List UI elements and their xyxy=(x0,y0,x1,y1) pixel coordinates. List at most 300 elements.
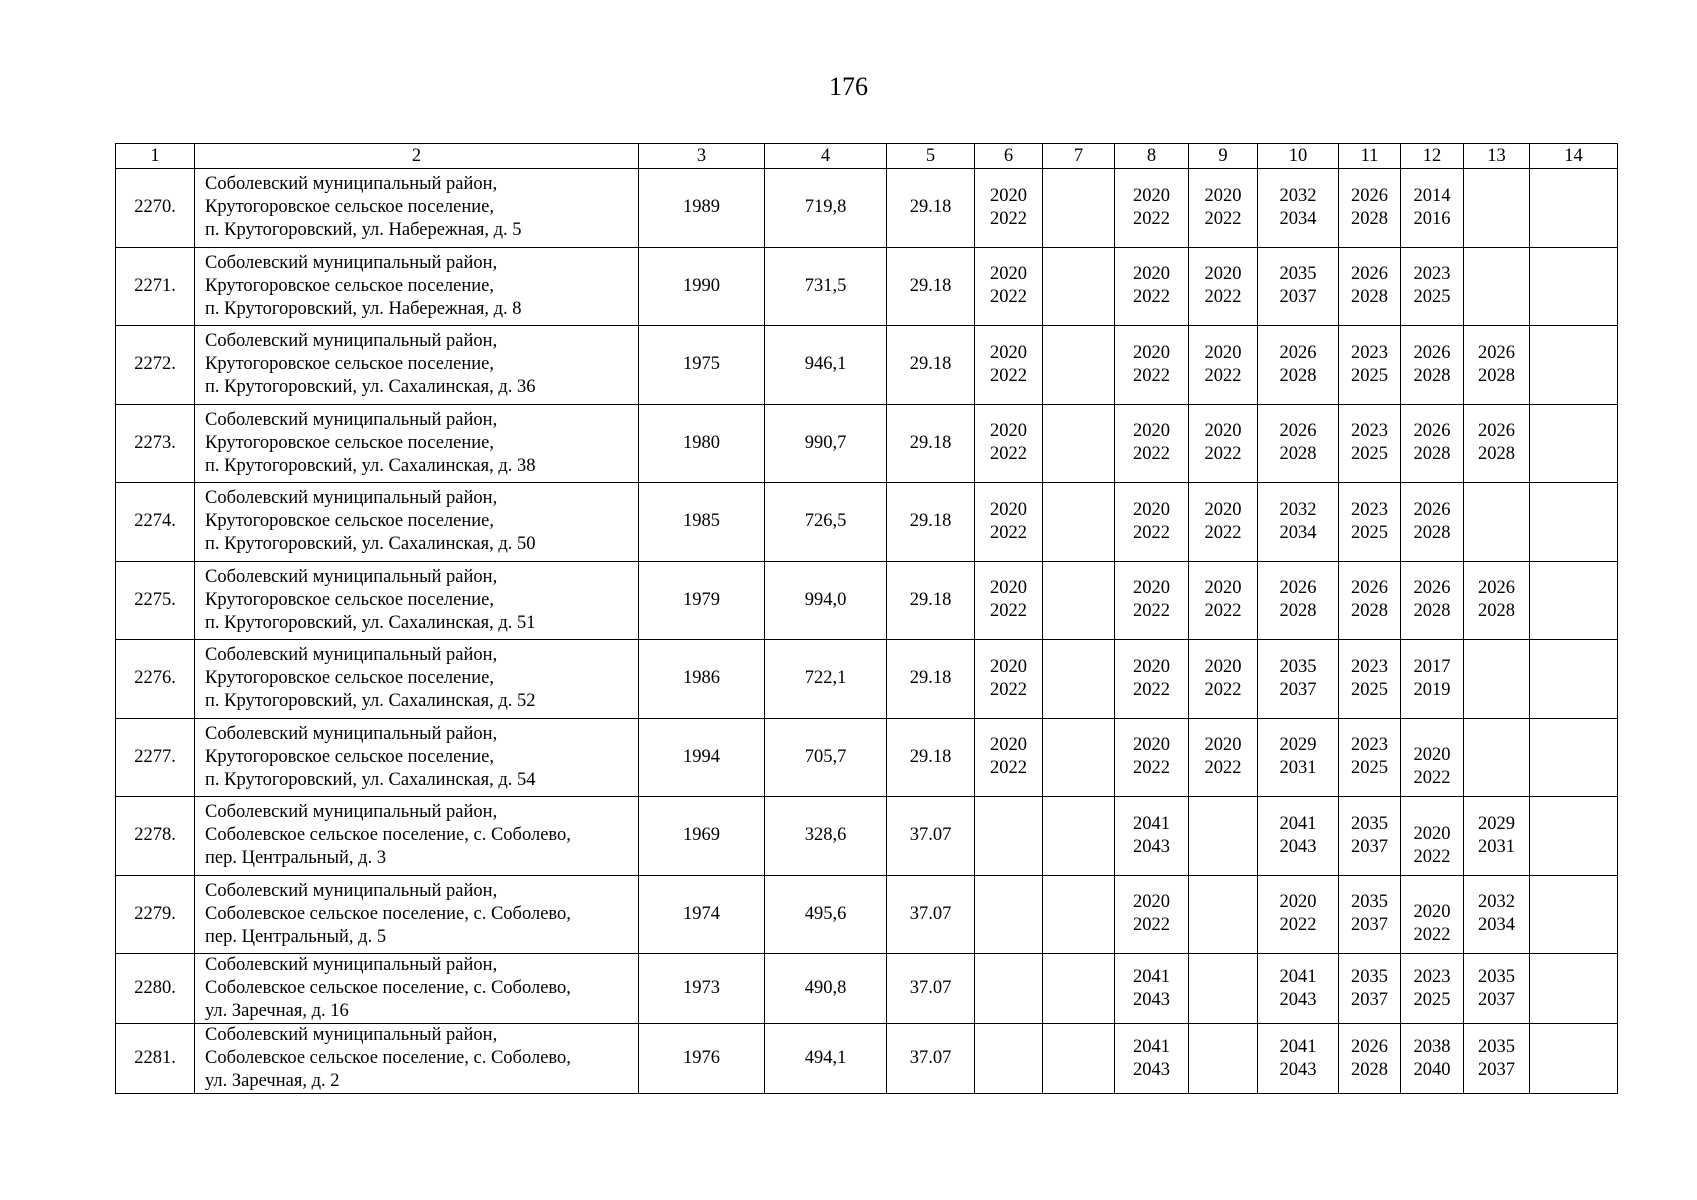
year-range-cell-13 xyxy=(1464,326,1530,405)
year-value: 2032 xyxy=(1279,499,1317,520)
table-row xyxy=(116,483,1618,562)
value-cell-5: 29.18 xyxy=(887,483,975,562)
year-value: 2038 xyxy=(1413,1036,1451,1057)
row-number-cell: 2281. xyxy=(116,1024,195,1094)
value-cell-5: 37.07 xyxy=(887,1024,975,1094)
address-cell xyxy=(195,1024,639,1094)
address-line: Соболевское сельское поселение, с. Соболево, xyxy=(205,1048,571,1068)
year-range-cell-12 xyxy=(1401,718,1464,797)
value-cell-4: 722,1 xyxy=(765,640,887,719)
year-range-cell-6 xyxy=(975,561,1043,640)
year-range-cell-12 xyxy=(1401,640,1464,719)
year-value: 2020 xyxy=(1204,342,1242,363)
year-value: 2034 xyxy=(1279,522,1317,543)
year-range-cell-11 xyxy=(1339,1024,1401,1094)
year-range-cell-14 xyxy=(1530,1024,1618,1094)
year-value: 2035 xyxy=(1351,813,1388,834)
year-range-cell-14 xyxy=(1530,169,1618,248)
value-cell-3: 1989 xyxy=(639,169,765,248)
year-range-cell-11 xyxy=(1339,169,1401,248)
year-value: 2022 xyxy=(1413,925,1451,946)
year-value: 2028 xyxy=(1351,1059,1388,1080)
year-value: 2026 xyxy=(1351,1036,1388,1057)
year-value: 2020 xyxy=(1413,745,1451,766)
year-range-cell-7 xyxy=(1043,247,1115,326)
value-cell-5: 29.18 xyxy=(887,718,975,797)
value-cell-4: 495,6 xyxy=(765,875,887,954)
year-value: 2020 xyxy=(1204,185,1242,206)
year-range-cell-13 xyxy=(1464,1024,1530,1094)
year-value: 2028 xyxy=(1351,208,1388,229)
value-cell-5: 29.18 xyxy=(887,326,975,405)
year-range-cell-12 xyxy=(1401,875,1464,954)
year-value: 2026 xyxy=(1279,342,1317,363)
year-value: 2028 xyxy=(1279,601,1317,622)
year-value: 2014 xyxy=(1413,185,1451,206)
address-line: Соболевский муниципальный район, xyxy=(205,409,498,430)
year-value: 2028 xyxy=(1478,365,1515,386)
value-cell-4: 494,1 xyxy=(765,1024,887,1094)
year-value: 2032 xyxy=(1478,892,1515,913)
year-value: 2037 xyxy=(1279,679,1317,700)
year-value: 2037 xyxy=(1351,989,1388,1010)
year-value: 2023 xyxy=(1351,499,1388,520)
address-line: Соболевский муниципальный район, xyxy=(205,723,498,744)
year-value: 2034 xyxy=(1279,208,1317,229)
year-value: 2022 xyxy=(1204,601,1242,622)
year-value: 2025 xyxy=(1351,365,1388,386)
year-range-cell-13 xyxy=(1464,797,1530,876)
year-range-cell-9 xyxy=(1189,483,1258,562)
year-value: 2022 xyxy=(990,208,1027,229)
year-range-cell-7 xyxy=(1043,169,1115,248)
row-number-cell: 2280. xyxy=(116,954,195,1024)
table-body xyxy=(116,169,1618,1094)
year-value: 2020 xyxy=(1133,578,1170,599)
value-cell-4: 946,1 xyxy=(765,326,887,405)
year-range-cell-9 xyxy=(1189,954,1258,1024)
year-range-cell-6 xyxy=(975,640,1043,719)
year-range-cell-9 xyxy=(1189,326,1258,405)
year-range-cell-7 xyxy=(1043,875,1115,954)
year-value: 2031 xyxy=(1279,758,1317,779)
year-value: 2037 xyxy=(1478,989,1515,1010)
year-value: 2041 xyxy=(1279,813,1317,834)
column-header-13: 13 xyxy=(1464,144,1530,169)
year-value: 2025 xyxy=(1413,287,1451,308)
year-range-cell-13 xyxy=(1464,561,1530,640)
year-range-cell-7 xyxy=(1043,640,1115,719)
year-value: 2028 xyxy=(1279,365,1317,386)
year-value: 2019 xyxy=(1413,679,1451,700)
year-value: 2020 xyxy=(1133,264,1170,285)
value-cell-3: 1990 xyxy=(639,247,765,326)
year-value: 2041 xyxy=(1279,966,1317,987)
year-range-cell-6 xyxy=(975,326,1043,405)
value-cell-3: 1980 xyxy=(639,404,765,483)
year-value: 2022 xyxy=(990,444,1027,465)
year-value: 2022 xyxy=(1279,915,1317,936)
address-line: Крутогоровское сельское поселение, xyxy=(205,432,494,453)
address-cell xyxy=(195,954,639,1024)
table-row xyxy=(116,718,1618,797)
year-range-cell-13 xyxy=(1464,954,1530,1024)
year-range-cell-13 xyxy=(1464,483,1530,562)
year-value: 2020 xyxy=(1413,823,1451,844)
column-header-5: 5 xyxy=(887,144,975,169)
year-value: 2022 xyxy=(1133,208,1170,229)
year-value: 2020 xyxy=(1133,185,1170,206)
address-line: Соболевский муниципальный район, xyxy=(205,802,498,823)
year-range-cell-11 xyxy=(1339,954,1401,1024)
value-cell-5: 29.18 xyxy=(887,640,975,719)
year-range-cell-8 xyxy=(1115,1024,1189,1094)
page-number: 176 xyxy=(829,72,868,101)
address-line: пер. Центральный, д. 5 xyxy=(205,926,387,947)
year-value: 2037 xyxy=(1351,915,1388,936)
address-line: Крутогоровское сельское поселение, xyxy=(205,668,494,689)
year-range-cell-14 xyxy=(1530,247,1618,326)
year-value: 2022 xyxy=(1133,444,1170,465)
year-value: 2026 xyxy=(1351,185,1388,206)
year-range-cell-11 xyxy=(1339,404,1401,483)
column-header-10: 10 xyxy=(1258,144,1339,169)
year-range-cell-10 xyxy=(1258,326,1339,405)
year-value: 2035 xyxy=(1478,966,1515,987)
column-header-8: 8 xyxy=(1115,144,1189,169)
year-value: 2020 xyxy=(1133,656,1170,677)
year-range-cell-12 xyxy=(1401,169,1464,248)
year-range-cell-10 xyxy=(1258,169,1339,248)
year-value: 2022 xyxy=(1204,287,1242,308)
year-value: 2016 xyxy=(1413,208,1451,229)
column-header-7: 7 xyxy=(1043,144,1115,169)
year-value: 2043 xyxy=(1133,989,1170,1010)
year-value: 2028 xyxy=(1478,601,1515,622)
row-number-cell: 2276. xyxy=(116,640,195,719)
year-range-cell-6 xyxy=(975,875,1043,954)
year-value: 2020 xyxy=(1204,735,1242,756)
year-range-cell-10 xyxy=(1258,404,1339,483)
address-cell xyxy=(195,797,639,876)
year-range-cell-10 xyxy=(1258,1024,1339,1094)
address-line: Соболевский муниципальный район, xyxy=(205,174,498,195)
year-value: 2025 xyxy=(1351,444,1388,465)
year-range-cell-11 xyxy=(1339,561,1401,640)
year-value: 2020 xyxy=(1204,264,1242,285)
year-value: 2034 xyxy=(1478,915,1515,936)
year-value: 2022 xyxy=(1204,758,1242,779)
row-number-cell: 2278. xyxy=(116,797,195,876)
year-value: 2028 xyxy=(1413,522,1451,543)
year-value: 2020 xyxy=(1133,421,1170,442)
year-value: 2022 xyxy=(990,287,1027,308)
row-number-cell: 2274. xyxy=(116,483,195,562)
year-value: 2020 xyxy=(990,578,1027,599)
address-line: Крутогоровское сельское поселение, xyxy=(205,354,494,375)
year-value: 2028 xyxy=(1413,365,1451,386)
year-range-cell-6 xyxy=(975,169,1043,248)
year-range-cell-7 xyxy=(1043,954,1115,1024)
value-cell-5: 37.07 xyxy=(887,797,975,876)
year-value: 2023 xyxy=(1351,342,1388,363)
year-range-cell-8 xyxy=(1115,797,1189,876)
year-range-cell-14 xyxy=(1530,561,1618,640)
address-line: п. Крутогоровский, ул. Сахалинская, д. 50 xyxy=(205,534,536,555)
year-value: 2020 xyxy=(990,735,1027,756)
year-value: 2020 xyxy=(1204,578,1242,599)
year-value: 2020 xyxy=(1279,892,1317,913)
year-value: 2035 xyxy=(1351,966,1388,987)
year-range-cell-10 xyxy=(1258,875,1339,954)
year-value: 2020 xyxy=(990,264,1027,285)
address-cell xyxy=(195,640,639,719)
table-row xyxy=(116,954,1618,1024)
year-value: 2020 xyxy=(990,499,1027,520)
header-row xyxy=(116,144,1618,169)
year-value: 2043 xyxy=(1279,1059,1317,1080)
row-number-cell: 2277. xyxy=(116,718,195,797)
column-header-4: 4 xyxy=(765,144,887,169)
year-value: 2023 xyxy=(1351,656,1388,677)
year-value: 2043 xyxy=(1279,836,1317,857)
year-value: 2028 xyxy=(1413,601,1451,622)
year-value: 2032 xyxy=(1279,185,1317,206)
year-range-cell-9 xyxy=(1189,1024,1258,1094)
year-value: 2026 xyxy=(1413,421,1451,442)
year-value: 2022 xyxy=(990,365,1027,386)
year-value: 2026 xyxy=(1413,578,1451,599)
column-header-1: 1 xyxy=(116,144,195,169)
year-value: 2026 xyxy=(1413,342,1451,363)
year-range-cell-8 xyxy=(1115,483,1189,562)
address-line: Соболевский муниципальный район, xyxy=(205,955,498,975)
value-cell-4: 490,8 xyxy=(765,954,887,1024)
year-value: 2040 xyxy=(1413,1059,1451,1080)
year-value: 2022 xyxy=(1413,768,1451,789)
year-value: 2020 xyxy=(1133,735,1170,756)
year-range-cell-14 xyxy=(1530,483,1618,562)
value-cell-3: 1979 xyxy=(639,561,765,640)
value-cell-5: 29.18 xyxy=(887,404,975,483)
year-value: 2020 xyxy=(990,656,1027,677)
year-value: 2022 xyxy=(1133,679,1170,700)
row-number-cell: 2273. xyxy=(116,404,195,483)
year-value: 2043 xyxy=(1133,836,1170,857)
address-line: пер. Центральный, д. 3 xyxy=(205,848,387,869)
address-line: Соболевский муниципальный район, xyxy=(205,566,498,587)
year-range-cell-7 xyxy=(1043,1024,1115,1094)
address-cell xyxy=(195,326,639,405)
year-range-cell-14 xyxy=(1530,640,1618,719)
table-row xyxy=(116,640,1618,719)
address-line: п. Крутогоровский, ул. Набережная, д. 5 xyxy=(205,220,522,241)
address-line: Крутогоровское сельское поселение, xyxy=(205,589,494,610)
year-value: 2022 xyxy=(1413,846,1451,867)
column-header-3: 3 xyxy=(639,144,765,169)
address-line: п. Крутогоровский, ул. Сахалинская, д. 38 xyxy=(205,455,536,476)
value-cell-3: 1973 xyxy=(639,954,765,1024)
year-value: 2035 xyxy=(1279,264,1317,285)
year-value: 2043 xyxy=(1133,1059,1170,1080)
year-range-cell-11 xyxy=(1339,797,1401,876)
table-row xyxy=(116,797,1618,876)
value-cell-5: 29.18 xyxy=(887,561,975,640)
year-range-cell-6 xyxy=(975,404,1043,483)
year-value: 2020 xyxy=(990,342,1027,363)
year-value: 2022 xyxy=(1204,365,1242,386)
year-range-cell-7 xyxy=(1043,561,1115,640)
year-value: 2029 xyxy=(1279,735,1317,756)
address-line: Крутогоровское сельское поселение, xyxy=(205,197,494,218)
year-range-cell-12 xyxy=(1401,797,1464,876)
year-value: 2020 xyxy=(1133,499,1170,520)
year-value: 2026 xyxy=(1478,421,1515,442)
year-value: 2022 xyxy=(1133,915,1170,936)
year-value: 2022 xyxy=(1133,287,1170,308)
year-range-cell-12 xyxy=(1401,247,1464,326)
year-range-cell-11 xyxy=(1339,326,1401,405)
address-line: п. Крутогоровский, ул. Сахалинская, д. 54 xyxy=(205,769,536,790)
year-range-cell-9 xyxy=(1189,875,1258,954)
year-range-cell-10 xyxy=(1258,718,1339,797)
year-range-cell-8 xyxy=(1115,875,1189,954)
year-range-cell-9 xyxy=(1189,247,1258,326)
table-row xyxy=(116,561,1618,640)
year-value: 2022 xyxy=(1133,601,1170,622)
year-value: 2041 xyxy=(1133,813,1170,834)
value-cell-3: 1975 xyxy=(639,326,765,405)
year-value: 2037 xyxy=(1351,836,1388,857)
year-value: 2025 xyxy=(1351,679,1388,700)
year-value: 2022 xyxy=(1133,522,1170,543)
year-value: 2028 xyxy=(1351,287,1388,308)
year-range-cell-7 xyxy=(1043,404,1115,483)
address-line: Соболевский муниципальный район, xyxy=(205,645,498,666)
year-value: 2028 xyxy=(1279,444,1317,465)
year-value: 2041 xyxy=(1133,966,1170,987)
address-cell xyxy=(195,561,639,640)
year-range-cell-9 xyxy=(1189,718,1258,797)
year-range-cell-7 xyxy=(1043,326,1115,405)
year-range-cell-13 xyxy=(1464,169,1530,248)
row-number-cell: 2272. xyxy=(116,326,195,405)
column-header-2: 2 xyxy=(195,144,639,169)
year-value: 2020 xyxy=(1204,656,1242,677)
year-range-cell-9 xyxy=(1189,797,1258,876)
year-value: 2020 xyxy=(990,421,1027,442)
year-range-cell-13 xyxy=(1464,640,1530,719)
year-value: 2028 xyxy=(1478,444,1515,465)
year-value: 2031 xyxy=(1478,836,1515,857)
column-header-9: 9 xyxy=(1189,144,1258,169)
address-line: Крутогоровское сельское поселение, xyxy=(205,275,494,296)
year-range-cell-8 xyxy=(1115,404,1189,483)
year-range-cell-8 xyxy=(1115,561,1189,640)
year-range-cell-12 xyxy=(1401,954,1464,1024)
housing-registry-table xyxy=(115,143,1618,1094)
row-number-cell: 2275. xyxy=(116,561,195,640)
column-header-11: 11 xyxy=(1339,144,1401,169)
year-range-cell-11 xyxy=(1339,875,1401,954)
year-value: 2020 xyxy=(1413,902,1451,923)
year-value: 2022 xyxy=(990,758,1027,779)
year-value: 2023 xyxy=(1413,966,1451,987)
year-range-cell-7 xyxy=(1043,797,1115,876)
year-range-cell-11 xyxy=(1339,247,1401,326)
table-row xyxy=(116,875,1618,954)
year-range-cell-9 xyxy=(1189,561,1258,640)
year-range-cell-14 xyxy=(1530,326,1618,405)
year-range-cell-9 xyxy=(1189,169,1258,248)
address-line: п. Крутогоровский, ул. Сахалинская, д. 36 xyxy=(205,377,536,398)
address-cell xyxy=(195,169,639,248)
value-cell-4: 726,5 xyxy=(765,483,887,562)
year-range-cell-8 xyxy=(1115,247,1189,326)
value-cell-4: 719,8 xyxy=(765,169,887,248)
address-line: Соболевский муниципальный район, xyxy=(205,331,498,352)
year-range-cell-10 xyxy=(1258,561,1339,640)
year-value: 2026 xyxy=(1478,578,1515,599)
year-range-cell-10 xyxy=(1258,954,1339,1024)
year-range-cell-14 xyxy=(1530,797,1618,876)
table-row xyxy=(116,247,1618,326)
year-range-cell-12 xyxy=(1401,483,1464,562)
year-range-cell-12 xyxy=(1401,1024,1464,1094)
year-value: 2020 xyxy=(1133,342,1170,363)
address-line: п. Крутогоровский, ул. Сахалинская, д. 52 xyxy=(205,691,536,712)
address-cell xyxy=(195,404,639,483)
address-line: п. Крутогоровский, ул. Сахалинская, д. 51 xyxy=(205,612,536,633)
column-header-6: 6 xyxy=(975,144,1043,169)
year-range-cell-7 xyxy=(1043,718,1115,797)
row-number-cell: 2271. xyxy=(116,247,195,326)
year-range-cell-13 xyxy=(1464,247,1530,326)
year-value: 2025 xyxy=(1351,758,1388,779)
year-range-cell-6 xyxy=(975,1024,1043,1094)
table-row xyxy=(116,1024,1618,1094)
address-line: Соболевский муниципальный район, xyxy=(205,252,498,273)
year-range-cell-8 xyxy=(1115,954,1189,1024)
address-cell xyxy=(195,718,639,797)
year-value: 2023 xyxy=(1351,735,1388,756)
year-range-cell-12 xyxy=(1401,561,1464,640)
year-range-cell-10 xyxy=(1258,640,1339,719)
address-cell xyxy=(195,875,639,954)
value-cell-5: 29.18 xyxy=(887,169,975,248)
row-number-cell: 2279. xyxy=(116,875,195,954)
address-line: Соболевский муниципальный район, xyxy=(205,488,498,509)
year-value: 2020 xyxy=(1204,499,1242,520)
year-value: 2037 xyxy=(1478,1059,1515,1080)
address-line: Соболевское сельское поселение, с. Соболево, xyxy=(205,825,571,846)
year-value: 2043 xyxy=(1279,989,1317,1010)
year-range-cell-10 xyxy=(1258,483,1339,562)
year-range-cell-14 xyxy=(1530,875,1618,954)
value-cell-3: 1976 xyxy=(639,1024,765,1094)
value-cell-4: 994,0 xyxy=(765,561,887,640)
year-range-cell-14 xyxy=(1530,954,1618,1024)
year-value: 2022 xyxy=(1204,679,1242,700)
year-value: 2023 xyxy=(1351,421,1388,442)
column-header-14: 14 xyxy=(1530,144,1618,169)
year-value: 2026 xyxy=(1279,421,1317,442)
value-cell-5: 37.07 xyxy=(887,875,975,954)
year-value: 2022 xyxy=(990,522,1027,543)
year-value: 2035 xyxy=(1279,656,1317,677)
address-line: ул. Заречная, д. 16 xyxy=(205,1001,349,1021)
year-value: 2026 xyxy=(1478,342,1515,363)
